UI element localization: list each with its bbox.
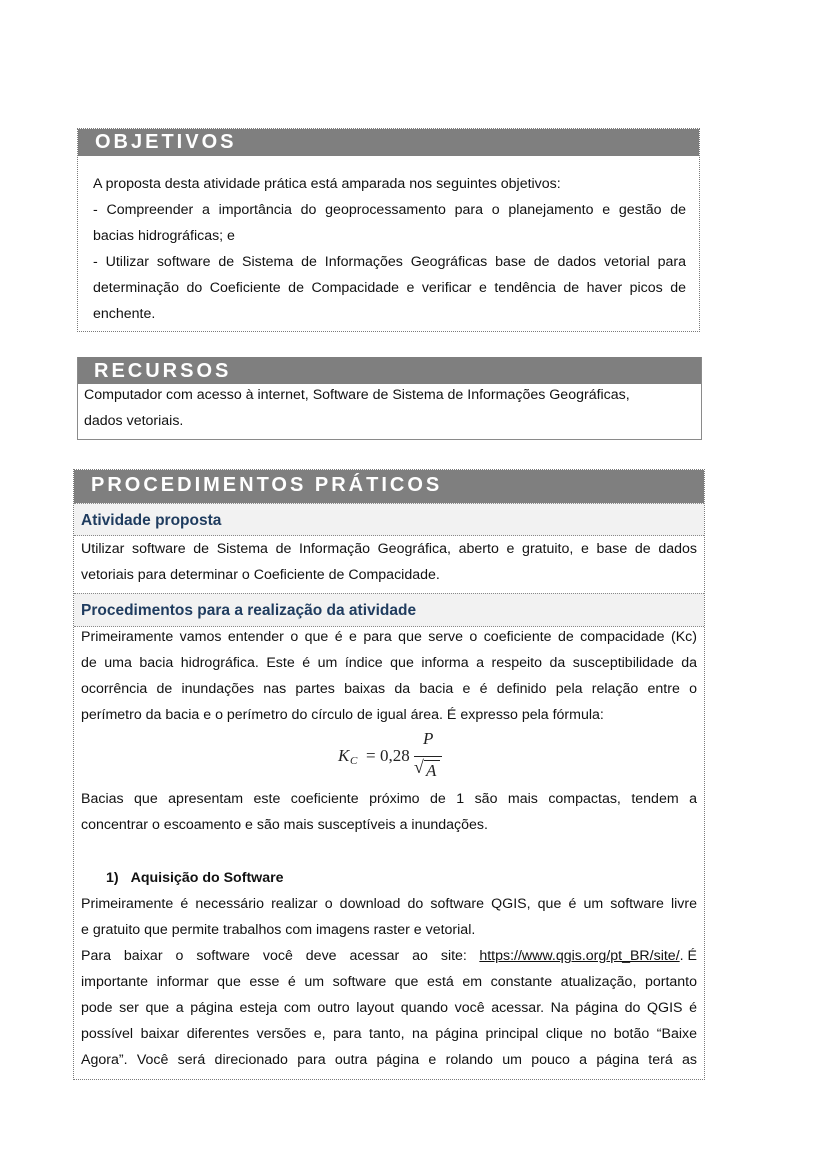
compacidade-formula bbox=[338, 729, 458, 782]
objetivos-section bbox=[77, 128, 700, 332]
step1-link-prefix: Para baixar o software você deve acessar ao site: bbox=[81, 948, 467, 964]
formula-equals: = bbox=[366, 746, 376, 765]
objetivos-body bbox=[93, 171, 686, 327]
atividade-line: Utilizar software de Sistema de Informação Geográfica, aberto e gratuito, e base de dados bbox=[81, 541, 697, 557]
after-formula-line: concentrar o escoamento e são mais susceptíveis a inundações. bbox=[81, 817, 488, 833]
step1-link-line bbox=[81, 943, 697, 969]
objetivos-line: determinação do Coeficiente de Compacidade e verificar e tendência de haver picos de bbox=[93, 280, 686, 296]
recursos-header: RECURSOS bbox=[78, 357, 701, 384]
formula-denominator: A bbox=[426, 761, 437, 780]
procedimentos-section bbox=[73, 469, 705, 1080]
intro-line: perímetro da bacia e o perímetro do círculo de igual área. É expresso pela fórmula: bbox=[81, 707, 604, 723]
formula-lhs: K bbox=[338, 746, 350, 765]
procedimentos-realizacao-heading: Procedimentos para a realização da atividade bbox=[74, 593, 704, 627]
recursos-line: dados vetoriais. bbox=[84, 413, 184, 429]
procedimentos-header: PROCEDIMENTOS PRÁTICOS bbox=[74, 470, 704, 503]
objetivos-line: - Compreender a importância do geoprocessamento para o planejamento e gestão de bbox=[93, 202, 686, 218]
intro-line: de uma bacia hidrográfica. Este é um índice que informa a respeito da susceptibilidade da bbox=[81, 655, 697, 671]
atividade-line: vetoriais para determinar o Coeficiente de Compacidade. bbox=[81, 567, 440, 583]
objetivos-line: A proposta desta atividade prática está amparada nos seguintes objetivos: bbox=[93, 176, 561, 192]
procedimentos-intro bbox=[81, 624, 697, 728]
objetivos-line: bacias hidrográficas; e bbox=[93, 228, 235, 244]
intro-line: ocorrência de inundações nas partes baixas da bacia e é definido pela relação entre o bbox=[81, 681, 697, 697]
qgis-site-link[interactable]: https://www.qgis.org/pt_BR/site/ bbox=[479, 948, 680, 964]
recursos-line: Computador com acesso à internet, Software de Sistema de Informações Geográficas, bbox=[84, 387, 630, 403]
recursos-section bbox=[77, 357, 702, 440]
objetivos-line: enchente. bbox=[93, 306, 156, 322]
step1-link-suffix: . É bbox=[679, 948, 697, 964]
step1-title: Aquisição do Software bbox=[130, 870, 284, 886]
formula-radical: √ bbox=[414, 757, 424, 777]
step1-line: importante informar que esse é um software que está em constante atualização, portanto bbox=[81, 974, 697, 990]
formula-lhs-subscript: C bbox=[350, 755, 358, 767]
step1-number: 1) bbox=[106, 870, 119, 886]
after-formula-line: Bacias que apresentam este coeficiente próximo de 1 são mais compactas, tendem a bbox=[81, 791, 697, 807]
formula-coefficient: 0,28 bbox=[380, 746, 410, 765]
objetivos-line: - Utilizar software de Sistema de Informações Geográficas base de dados vetorial para bbox=[93, 254, 686, 270]
step1-line: possível baixar diferentes versões e, para tanto, na página principal clique no botão “Baixe bbox=[81, 1026, 697, 1042]
step1-line: pode ser que a página esteja com outro layout quando você acessar. Na página do QGIS é bbox=[81, 1000, 697, 1016]
step1-body bbox=[81, 891, 697, 1073]
step1-line: Agora”. Você será direcionado para outra página e rolando um pouco a página terá as bbox=[81, 1052, 697, 1068]
atividade-proposta-heading: Atividade proposta bbox=[74, 503, 704, 536]
procedimentos-bottom-border bbox=[73, 1079, 705, 1080]
after-formula-text bbox=[81, 786, 697, 838]
step1-heading bbox=[106, 865, 284, 891]
step1-line: Primeiramente é necessário realizar o download do software QGIS, que é um software livre bbox=[81, 896, 697, 912]
step1-line: e gratuito que permite trabalhos com imagens raster e vetorial. bbox=[81, 922, 476, 938]
formula-numerator: P bbox=[423, 729, 434, 748]
atividade-proposta-body bbox=[81, 536, 697, 588]
intro-line: Primeiramente vamos entender o que é e para que serve o coeficiente de compacidade (Kc) bbox=[81, 629, 697, 645]
recursos-body bbox=[84, 382, 694, 434]
objetivos-header: OBJETIVOS bbox=[78, 129, 699, 156]
